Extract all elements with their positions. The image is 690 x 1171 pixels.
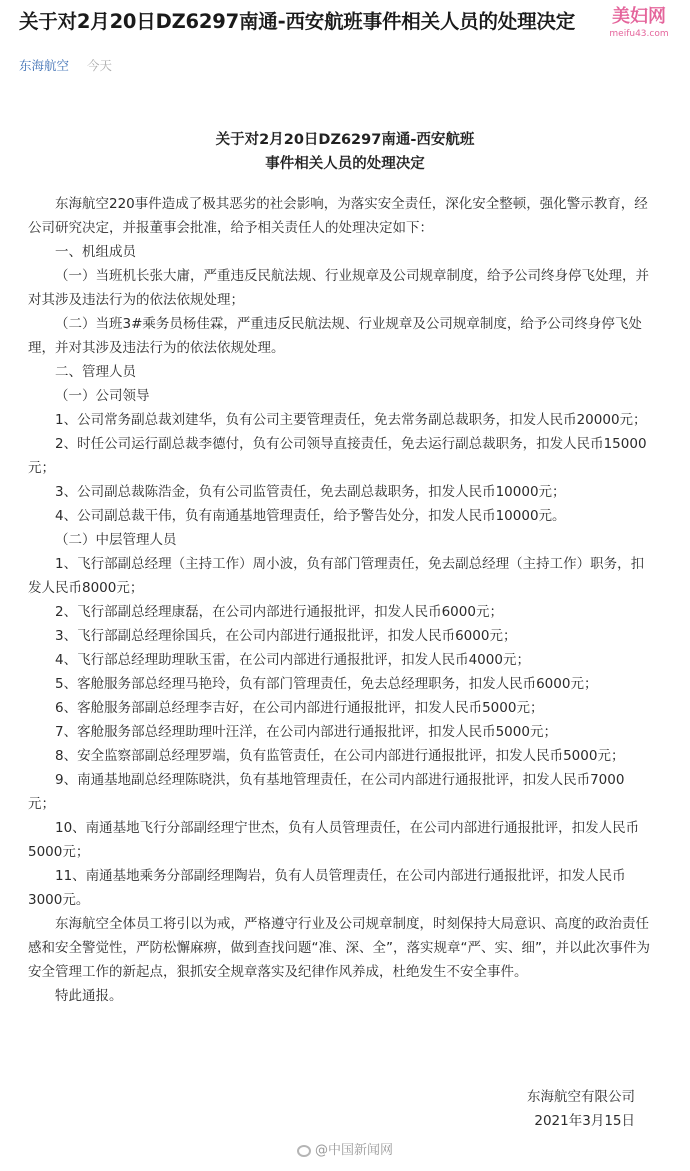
document-title-line: 事件相关人员的处理决定 <box>265 156 425 172</box>
document-title <box>0 128 690 176</box>
subsection-heading: （二）中层管理人员 <box>55 532 177 548</box>
weibo-icon <box>297 1145 311 1157</box>
paragraph: 1、公司常务副总裁刘建华，负有公司主要管理责任，免去常务副总裁职务，扣发人民币20000元； <box>55 412 647 428</box>
author-link[interactable]: 东海航空 <box>19 58 70 73</box>
paragraph: 1、飞行部副总经理（主持工作）周小波，负有部门管理责任，免去副总经理（主持工作）职务，扣发人民币8000元； <box>28 556 645 596</box>
paragraph: 5、客舱服务部总经理马艳玲，负有部门管理责任，免去总经理职务，扣发人民币6000元； <box>55 676 598 692</box>
paragraph: 9、南通基地副总经理陈晓洪，负有基地管理责任，在公司内部进行通报批评，扣发人民币7000元； <box>28 772 625 812</box>
paragraph: 6、客舱服务部副总经理李吉好，在公司内部进行通报批评，扣发人民币5000元； <box>55 700 544 716</box>
subsection-heading: （一）公司领导 <box>55 388 150 404</box>
paragraph: 2、时任公司运行副总裁李德付，负有公司领导直接责任，免去运行副总裁职务，扣发人民币15000元； <box>28 436 647 476</box>
site-watermark <box>600 6 678 50</box>
paragraph: 特此通报。 <box>55 988 123 1004</box>
paragraph: 4、飞行部总经理助理耿玉雷，在公司内部进行通报批评，扣发人民币4000元； <box>55 652 530 668</box>
document-title-line: 关于对2月20日DZ6297南通-西安航班 <box>215 132 475 148</box>
paragraph: （二）当班3#乘务员杨佳霖，严重违反民航法规、行业规章及公司规章制度，给予公司终身停飞处理，并对其涉及违法行为的依法依规处理。 <box>28 316 642 356</box>
paragraph: （一）当班机长张大庸，严重违反民航法规、行业规章及公司规章制度，给予公司终身停飞处理，并对其涉及违法行为的依法依规处理； <box>28 268 649 308</box>
paragraph: 7、客舱服务部总经理助理叶汪洋，在公司内部进行通报批评，扣发人民币5000元； <box>55 724 557 740</box>
section-heading: 二、管理人员 <box>55 364 136 380</box>
footer-watermark-text: @中国新闻网 <box>314 1143 393 1158</box>
page-title: 关于对2月20日DZ6297南通-西安航班事件相关人员的处理决定 <box>19 10 575 33</box>
signature-org: 东海航空有限公司 <box>527 1089 635 1105</box>
paragraph: 东海航空220事件造成了极其恶劣的社会影响，为落实安全责任，深化安全整顿，强化警示教育，经公司研究决定，并报董事会批准，给予相关责任人的处理决定如下： <box>28 196 648 236</box>
paragraph: 11、南通基地乘务分部副经理陶岩，负有人员管理责任，在公司内部进行通报批评，扣发人民币3000元。 <box>28 868 626 908</box>
section-heading: 一、机组成员 <box>55 244 136 260</box>
paragraph: 3、飞行部副总经理徐国兵，在公司内部进行通报批评，扣发人民币6000元； <box>55 628 517 644</box>
paragraph: 8、安全监察部副总经理罗端，负有监管责任，在公司内部进行通报批评，扣发人民币5000元； <box>55 748 625 764</box>
paragraph: 东海航空全体员工将引以为戒，严格遵守行业及公司规章制度，时刻保持大局意识、高度的政治责任感和安全警觉性，严防松懈麻痹，做到查找问题“准、深、全”，落实规章“严、实、细”，并以此次事件为安全管理工作的新起点，狠抓安全规章落实及纪律作风养成，杜绝发生不安全事件。 <box>28 916 650 980</box>
post-meta <box>19 56 112 76</box>
paragraph: 4、公司副总裁干伟，负有南通基地管理责任，给予警告处分，扣发人民币10000元。 <box>55 508 566 524</box>
paragraph: 10、南通基地飞行分部副经理宁世杰，负有人员管理责任，在公司内部进行通报批评，扣发人民币5000元； <box>28 820 640 860</box>
signature-date: 2021年3月15日 <box>534 1113 635 1129</box>
watermark-name: 美妇网 <box>612 6 666 27</box>
paragraph: 3、公司副总裁陈浩金，负有公司监管责任，免去副总裁职务，扣发人民币10000元； <box>55 484 566 500</box>
watermark-url: meifu43.com <box>609 29 669 39</box>
paragraph: 2、飞行部副总经理康磊，在公司内部进行通报批评，扣发人民币6000元； <box>55 604 503 620</box>
post-time: 今天 <box>87 58 113 73</box>
signature-block <box>527 1085 635 1133</box>
document-body <box>28 192 650 1008</box>
footer-watermark <box>0 1140 690 1162</box>
